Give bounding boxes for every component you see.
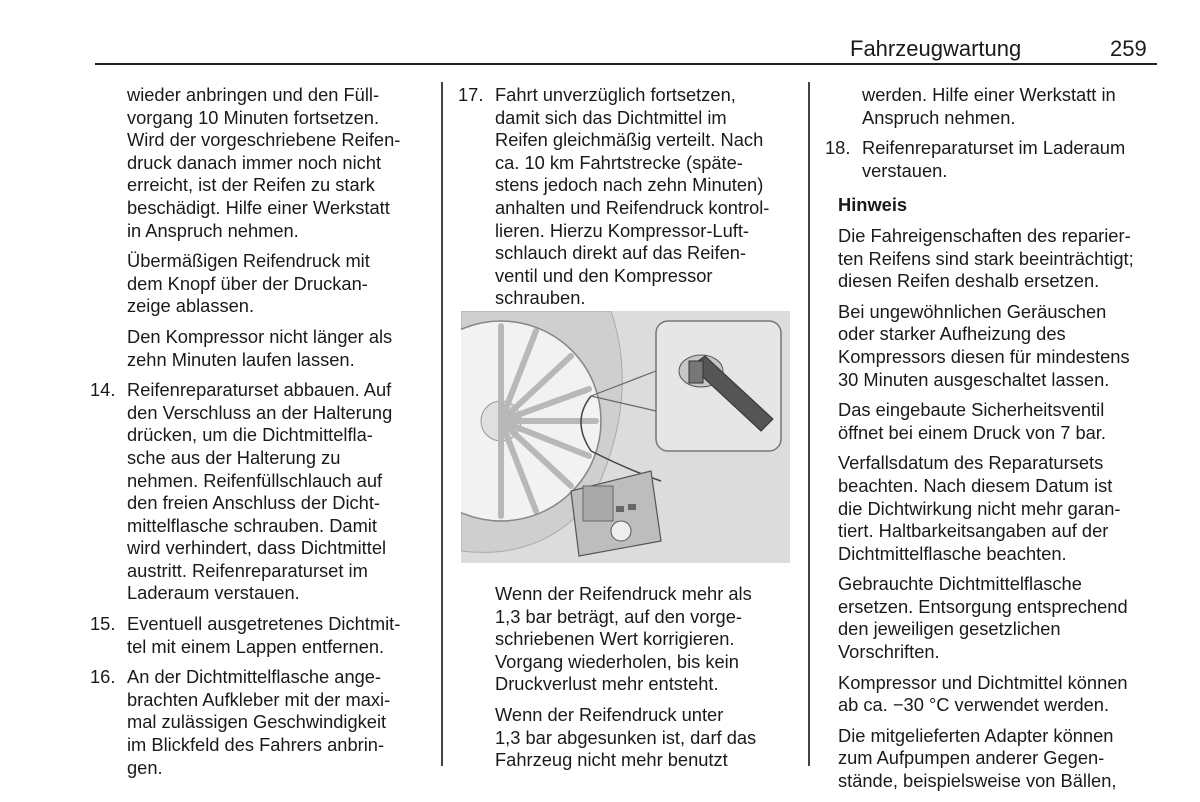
text-line: öffnet bei einem Druck von 7 bar. [838,421,1106,443]
text-line: mal zulässigen Geschwindigkeit [127,711,387,733]
text-line: im Blickfeld des Fahrers anbrin- [127,734,385,756]
text-line: tel mit einem Lappen entfernen. [127,635,385,657]
column-1 [90,84,430,787]
text-line: ab ca. −30 °C verwendet werden. [838,694,1110,716]
step-text [127,613,430,658]
text-line: Bei ungewöhnlichen Geräuschen [838,300,1107,322]
text-line: den Verschluss an der Halterung [127,401,393,423]
note-box [825,194,1165,792]
text-line: ca. 10 km Fahrtstrecke (späte- [495,151,743,173]
text-line: zehn Minuten laufen lassen. [127,348,355,370]
text-line: den jeweiligen gesetzlichen [838,618,1061,640]
text-line: Das eingebaute Sicherheitsventil [838,399,1105,421]
text-line: 30 Minuten ausgeschaltet lassen. [838,368,1110,390]
step-14 [90,379,430,605]
paragraph-overpressure [90,250,430,318]
text-line: druck danach immer noch nicht [127,151,382,173]
step-text [127,379,430,605]
text-line: stände, beispielsweise von Bällen, [838,770,1117,792]
text-line: Die Fahreigenschaften des reparier- [838,224,1131,246]
paragraph-pressure-low [458,704,798,772]
text-line: Fahrt unverzüglich fortsetzen, [495,84,736,105]
text-line: ersetzen. Entsorgung entsprechend [838,595,1128,617]
text-line: schrauben. [495,287,586,309]
step-number: 16. [90,666,116,688]
step-text [127,666,430,779]
step-15 [90,613,430,658]
text-line: dem Knopf über der Druckan- [127,272,368,294]
text-line: wird verhindert, dass Dichtmittel [127,537,387,559]
column-3 [825,84,1165,801]
text-line: ventil und den Kompressor [495,264,713,286]
text-line: zum Aufpumpen anderer Gegen- [838,747,1105,769]
paragraph-continuation [90,84,430,242]
text-line: Wenn der Reifendruck mehr als [495,583,752,604]
column-divider-2 [808,82,810,766]
section-title: Fahrzeugwartung [850,36,1022,61]
step-16 [90,666,430,779]
text-line: beschädigt. Hilfe einer Werkstatt [127,196,390,218]
text-line: drücken, um die Dichtmittelfla- [127,424,373,446]
text-line: tiert. Haltbarkeitsangaben auf der [838,520,1109,542]
text-line: Kompressors diesen für mindestens [838,345,1130,367]
text-line: brachten Aufkleber mit der maxi- [127,688,391,710]
step-number: 14. [90,379,116,401]
text-line: wieder anbringen und den Füll- [127,84,380,105]
text-line: Wird der vorgeschriebene Reifen- [127,129,401,151]
text-line: schlauch direkt auf das Reifen- [495,242,746,264]
text-line: Fahrzeug nicht mehr benutzt [495,749,728,771]
column-divider-1 [441,82,443,766]
text-line: in Anspruch nehmen. [127,219,299,241]
text-line: Vorschriften. [838,641,940,663]
text-line: stens jedoch nach zehn Minuten) [495,174,764,196]
note-paragraph [838,573,1165,663]
text-line: lieren. Hierzu Kompressor-Luft- [495,219,749,241]
note-paragraph [838,301,1165,391]
text-line: mittelflasche schrauben. Damit [127,514,377,536]
text-line: 1,3 bar beträgt, auf den vorge- [495,605,742,627]
text-line: Verfallsdatum des Reparatursets [838,452,1104,474]
step-number: 18. [825,137,851,159]
note-paragraph [838,399,1165,444]
text-line: Die mitgelieferten Adapter können [838,724,1114,746]
text-line: Vorgang wiederholen, bis kein [495,650,739,672]
text-line: gen. [127,756,163,778]
text-line: anhalten und Reifendruck kontrol- [495,196,770,218]
text-line: 1,3 bar abgesunken ist, darf das [495,726,757,748]
text-line: Anspruch nehmen. [862,106,1016,128]
text-line: ten Reifens sind stark beeinträchtigt; [838,247,1134,269]
note-paragraph [838,225,1165,293]
paragraph-compressor-limit [90,326,430,371]
text-line: oder starker Aufheizung des [838,323,1066,345]
text-line: Dichtmittelflasche beachten. [838,542,1067,564]
text-line: Wenn der Reifendruck unter [495,703,724,725]
text-line: Druckverlust mehr entsteht. [495,673,719,695]
text-line: Übermäßigen Reifendruck mit [127,250,370,272]
text-line: Den Kompressor nicht länger als [127,325,393,347]
paragraph-continuation [825,84,1165,129]
text-line: verstauen. [862,159,948,181]
paragraph-pressure-high [458,583,798,696]
text-line: Reifenreparaturset im Laderaum [862,137,1126,159]
text-line: zeige ablassen. [127,295,255,317]
column-2-lower [458,583,798,780]
header-rule [95,63,1157,65]
text-line: Gebrauchte Dichtmittelflasche [838,573,1082,595]
text-line: damit sich das Dichtmittel im [495,106,727,128]
text-line: erreicht, ist der Reifen zu stark [127,174,375,196]
text-line: diesen Reifen deshalb ersetzen. [838,270,1100,292]
step-number: 15. [90,613,116,635]
step-number: 17. [458,84,484,105]
text-line: Eventuell ausgetretenes Dichtmit- [127,613,401,635]
text-line: schriebenen Wert korrigieren. [495,628,735,650]
step-18 [825,137,1165,182]
compressor-illustration [461,311,790,563]
step-text [495,84,798,310]
text-line: Kompressor und Dichtmittel können [838,671,1128,693]
text-line: die Dichtwirkung nicht mehr garan- [838,497,1121,519]
text-line: Reifen gleichmäßig verteilt. Nach [495,129,764,151]
text-line: den freien Anschluss der Dicht- [127,492,381,514]
note-paragraph [838,725,1165,793]
text-line: nehmen. Reifenfüllschlauch auf [127,469,383,491]
page-number: 259 [1110,36,1147,61]
column-2 [458,84,798,318]
text-line: Laderaum verstauen. [127,582,300,604]
text-line: austritt. Reifenreparaturset im [127,559,368,581]
text-line: vorgang 10 Minuten fortsetzen. [127,106,380,128]
text-line: An der Dichtmittelflasche ange- [127,666,382,688]
text-line: sche aus der Halterung zu [127,446,341,468]
step-text [862,137,1165,182]
note-paragraph [838,452,1165,565]
step-17 [458,84,798,310]
text-line: beachten. Nach diesem Datum ist [838,474,1113,496]
note-paragraph [838,672,1165,717]
note-heading: Hinweis [838,194,908,216]
text-line: Reifenreparaturset abbauen. Auf [127,379,392,401]
text-line: werden. Hilfe einer Werkstatt in [862,84,1116,105]
